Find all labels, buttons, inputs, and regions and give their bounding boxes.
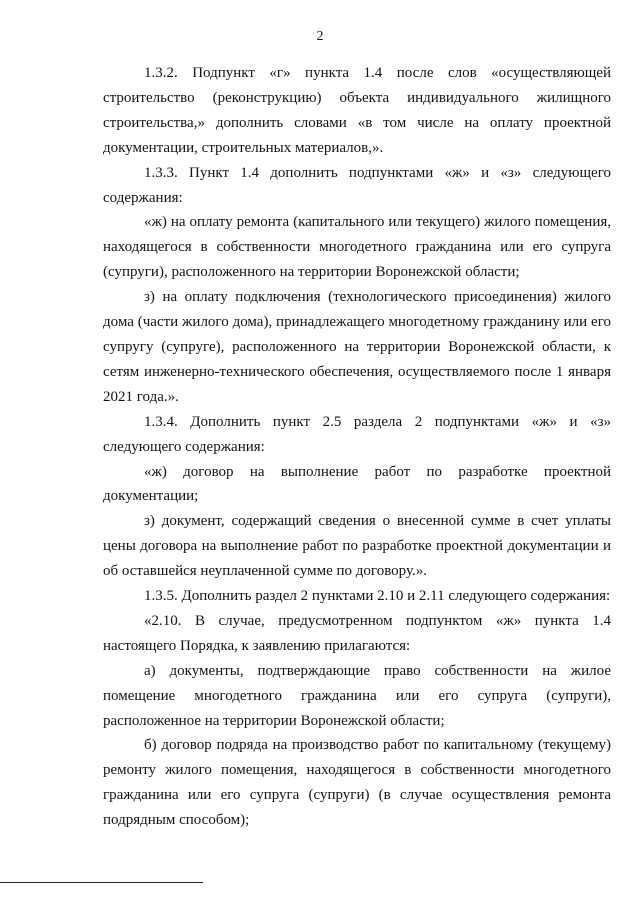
subpoint-z-document: з) документ, содержащий сведения о внесенной сумме в счет уплаты цены договора на выполнение работ по разработке проектной документации и об оставшейся неуплаченной сумме по договору.». <box>103 513 611 580</box>
subpoint-b-contract: б) договор подряда на производство работ по капитальному (текущему) ремонту жилого помещения, находящегося в собственности многодетного гражданина или его супруга (супруги) (в случае осуществления ремонта подрядным способом); <box>103 737 611 829</box>
paragraph-2-10: «2.10. В случае, предусмотренном подпунктом «ж» пункта 1.4 настоящего Порядка, к заявлению прилагаются: <box>103 612 611 654</box>
page-number: 2 <box>316 29 324 44</box>
subpoint-zh-repair: «ж) на оплату ремонта (капитального или текущего) жилого помещения, находящегося в собственности многодетного гражданина или его супруга (супруги), расположенного на территории Воронежской области; <box>103 214 611 281</box>
paragraph-1-3-4: 1.3.4. Дополнить пункт 2.5 раздела 2 подпунктами «ж» и «з» следующего содержания: <box>103 413 611 455</box>
subpoint-a-ownership: а) документы, подтверждающие право собственности на жилое помещение многодетного гражданина или его супруга (супруги), расположенное на территории Воронежской области; <box>103 662 611 729</box>
paragraph-1-3-2: 1.3.2. Подпункт «г» пункта 1.4 после слов «осуществляющей строительство (реконструкцию) объекта индивидуального жилищного строительства,» дополнить словами «в том числе на оплату проектной документации, строительных материалов,». <box>103 65 611 156</box>
subpoint-z-connection: з) на оплату подключения (технологического присоединения) жилого дома (части жилого дома), принадлежащего многодетному гражданину или его супругу (супруге), расположенного на территории Воронежской области, к сетям инженерно-технического обеспечения, осуществляемого после 1 января 2021 года.». <box>103 289 611 405</box>
paragraph-1-3-5: 1.3.5. Дополнить раздел 2 пунктами 2.10 и 2.11 следующего содержания: <box>144 588 611 605</box>
subpoint-zh-contract: «ж) договор на выполнение работ по разработке проектной документации; <box>103 463 611 505</box>
footer-divider <box>0 882 203 883</box>
document-body <box>103 61 611 833</box>
paragraph-1-3-3: 1.3.3. Пункт 1.4 дополнить подпунктами «ж» и «з» следующего содержания: <box>103 164 611 206</box>
